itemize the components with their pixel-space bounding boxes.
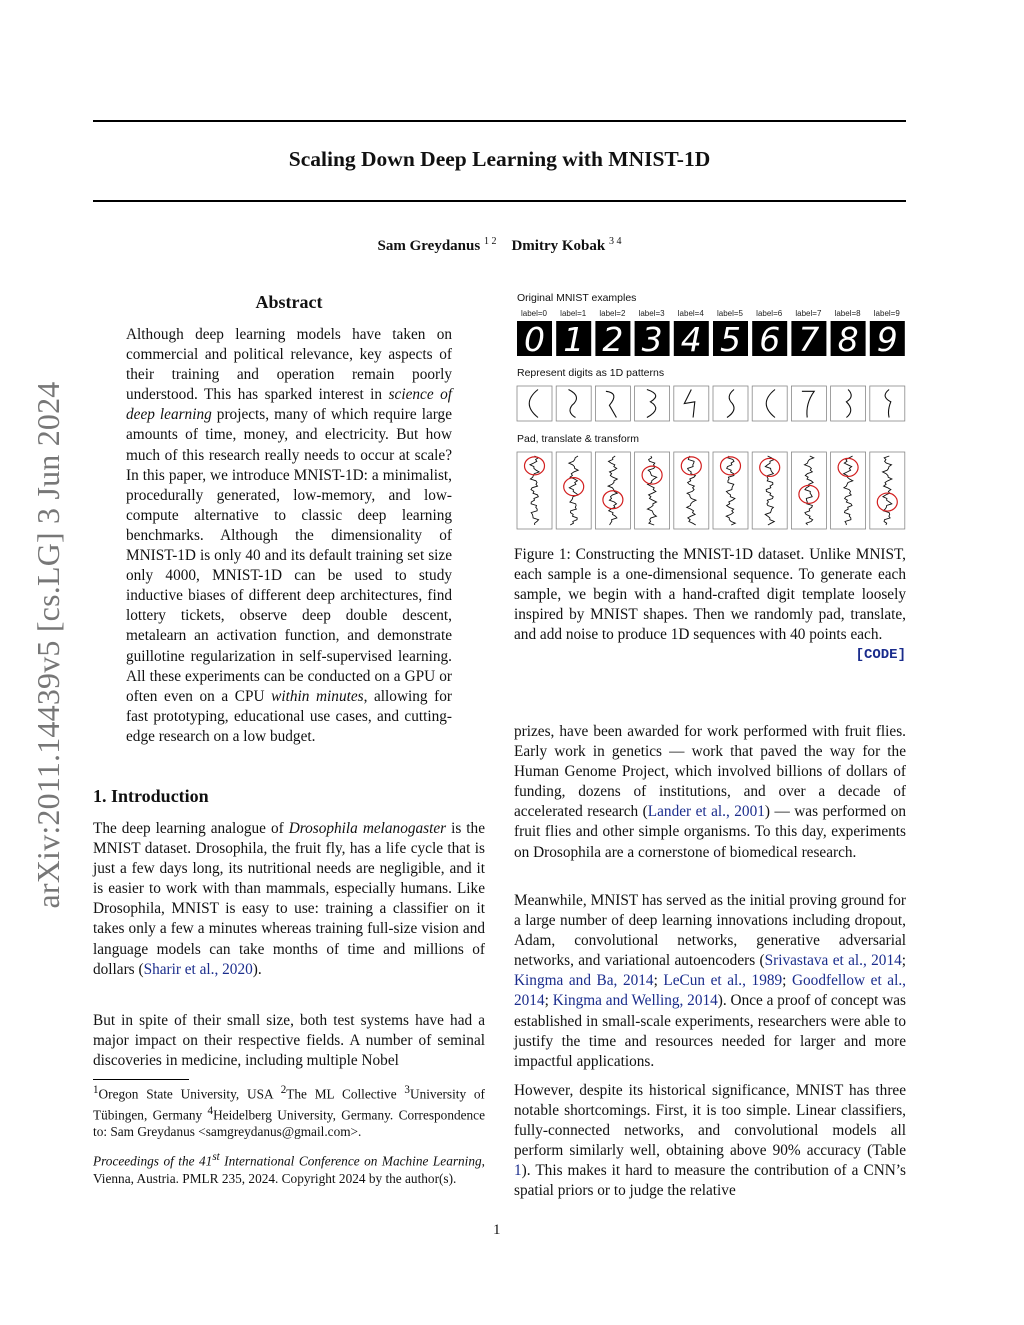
pattern-box <box>517 386 552 421</box>
intro-paragraph: The deep learning analogue of Drosophila melanogaster is the MNIST dataset. Drosophila, the fruit fly, has a life cycle that is just a few days long, its nutritional needs are negligible, and it is easier to work with than mammals, especially humans. Like Drosophila, MNIST is easy to use: training a classifier on it takes only a few a minutes whereas training full-size vision and language models can take months of time and millions of dollars (Sharir et al., 2020). <box>93 820 485 978</box>
figure-1 <box>513 288 906 533</box>
pattern-box <box>713 386 748 421</box>
pattern-box <box>752 386 787 421</box>
digit-label: label=2 <box>599 309 626 318</box>
mnist-digit-glyph: 0 <box>524 320 545 359</box>
proceedings-note: Proceedings of the 41st International Conference on Machine Learning, Vienna, Austria. PMLR 235, 2024. Copyright 2024 by the author(s). <box>93 1151 485 1186</box>
author-name: Dmitry Kobak <box>511 238 606 254</box>
title-bottom-rule <box>93 200 906 202</box>
citation-link[interactable]: Lander et al., 2001 <box>647 803 765 821</box>
digit-label: label=6 <box>756 309 783 318</box>
digit-label: label=5 <box>716 309 744 318</box>
code-link[interactable]: [CODE] <box>855 647 906 664</box>
digit-label: label=9 <box>873 309 900 318</box>
mnist-digit-glyph: 6 <box>759 320 781 359</box>
mnist-digit-glyph: 7 <box>798 320 820 359</box>
digit-label: label=1 <box>560 309 587 318</box>
citation-link[interactable]: Srivastava et al., 2014 <box>764 952 902 970</box>
digit-label: label=0 <box>520 309 548 318</box>
mnist-digit-glyph: 8 <box>837 320 859 359</box>
mnist-digit-glyph: 2 <box>602 320 624 359</box>
transformed-box <box>831 452 866 529</box>
figure-section-label: Original MNIST examples <box>517 292 637 304</box>
mnist-digit-glyph: 4 <box>680 320 702 359</box>
footnote-rule <box>93 1079 189 1080</box>
citation-link[interactable]: Kingma and Ba, 2014 <box>514 972 654 990</box>
transformed-box <box>517 452 552 529</box>
figure-caption: Figure 1: Constructing the MNIST-1D dataset. Unlike MNIST, each sample is a one-dimensional sequence. To generate each sample, we begin with a hand-crafted digit template loosely inspired by MNIST shapes. Then we randomly pad, translate, and add noise to produce 1D sequences with 40 points each. [CODE] <box>514 545 906 666</box>
digit-label: label=4 <box>677 309 704 318</box>
transformed-box <box>674 452 709 529</box>
author-list <box>93 236 906 255</box>
arxiv-sidebar: arXiv:2011.14439v5 [cs.LG] 3 Jun 2024 <box>30 381 66 909</box>
author-affiliation: 1 2 <box>483 236 497 247</box>
body-paragraph: Meanwhile, MNIST has served as the initial proving ground for a large number of deep learning innovations including dropout, Adam, convolutional networks, generative adversarial networks, and variational autoencoders (Srivastava et al., 2014; Kingma and Ba, 2014; LeCun et al., 1989; Goodfellow et al., 2014; Kingma and Welling, 2014). Once a proof of concept was established in small-scale experiments, researchers were able to justify the time and resources needed for larger and more impactful applications. <box>514 892 907 1070</box>
citation-link[interactable]: Goodfellow et al., 2014 <box>514 972 906 1010</box>
footnote: $^1$Oregon State University, USA $^2$The ML Collective $^3$University of Tübingen, Germany $^4$Heidelberg University, Germany. Correspondence to: Sam Greydanus <samgreydanus@gmail.com>. <box>93 1084 485 1140</box>
intro-paragraph: But in spite of their small size, both test systems have had a major impact on their respective fields. A number of seminal discoveries in medicine, including multiple Nobel <box>93 1012 485 1070</box>
section-heading: 1. Introduction <box>93 786 209 806</box>
mnist-digit-glyph: 1 <box>563 320 585 359</box>
figure-section-label: Pad, translate & transform <box>517 433 639 445</box>
body-paragraph: prizes, have been awarded for work performed with fruit flies. Early work in genetics — work that paved the way for the Human Genome Project, which involved billions of dollars of funding, dozens of institutions, and over a decade of accelerated research (Lander et al., 2001) — was performed on fruit flies and other simple organisms. To this day, experiments on Drosophila are a cornerstone of biomedical research. <box>514 723 906 861</box>
digit-label: label=7 <box>795 309 822 318</box>
mnist-digit-glyph: 9 <box>876 320 898 359</box>
author-affiliation: 3 4 <box>608 236 622 247</box>
page-number: 1 <box>493 1222 501 1238</box>
top-rule <box>93 120 906 122</box>
mnist-digit-glyph: 3 <box>641 320 663 359</box>
abstract-text: Although deep learning models have taken on commercial and political relevance, key aspects of their training and operation remain poorly understood. This has sparked interest in science of deep learning projects, many of which require large amounts of time, money, and electricity. But how much of this research really needs to occur at scale? In this paper, we introduce MNIST-1D: a minimalist, procedurally generated, low-memory, and low-compute alternative to classic deep learning benchmarks. Although the dimensionality of MNIST-1D is only 40 and its default training set size only 4000, MNIST-1D can be used to study inductive biases of different deep architectures, find lottery tickets, observe deep double descent, metalearn an activation function, and demonstrate guillotine regularization in self-supervised learning. All these experiments can be conducted on a GPU or often even on a CPU within minutes, allowing for fast prototyping, educational use cases, and cutting-edge research on a low budget. <box>126 326 452 745</box>
table-reference-link[interactable]: 1 <box>514 1162 522 1180</box>
pattern-box <box>674 386 709 421</box>
abstract-heading: Abstract <box>255 292 323 312</box>
body-paragraph: However, despite its historical significance, MNIST has three notable shortcomings. First, it is too simple. Linear classifiers, fully-connected networks, and convolutional models all perform similarly well, obtaining above 90% accuracy (Table 1). This makes it hard to measure the contribution of a CNN’s spatial priors or to judge the relative <box>514 1082 906 1200</box>
figure-section-label: Represent digits as 1D patterns <box>517 367 665 379</box>
citation-link[interactable]: Sharir et al., 2020 <box>143 960 253 978</box>
citation-link[interactable]: LeCun et al., 1989 <box>663 972 783 990</box>
pattern-box <box>595 386 630 421</box>
digit-label: label=3 <box>638 309 665 318</box>
citation-link[interactable]: Kingma and Welling, 2014 <box>552 992 718 1010</box>
author-name: Sam Greydanus <box>377 238 481 254</box>
digit-label: label=8 <box>834 309 861 318</box>
mnist-digit-glyph: 5 <box>720 320 741 359</box>
paper-title: Scaling Down Deep Learning with MNIST-1D <box>288 147 711 171</box>
